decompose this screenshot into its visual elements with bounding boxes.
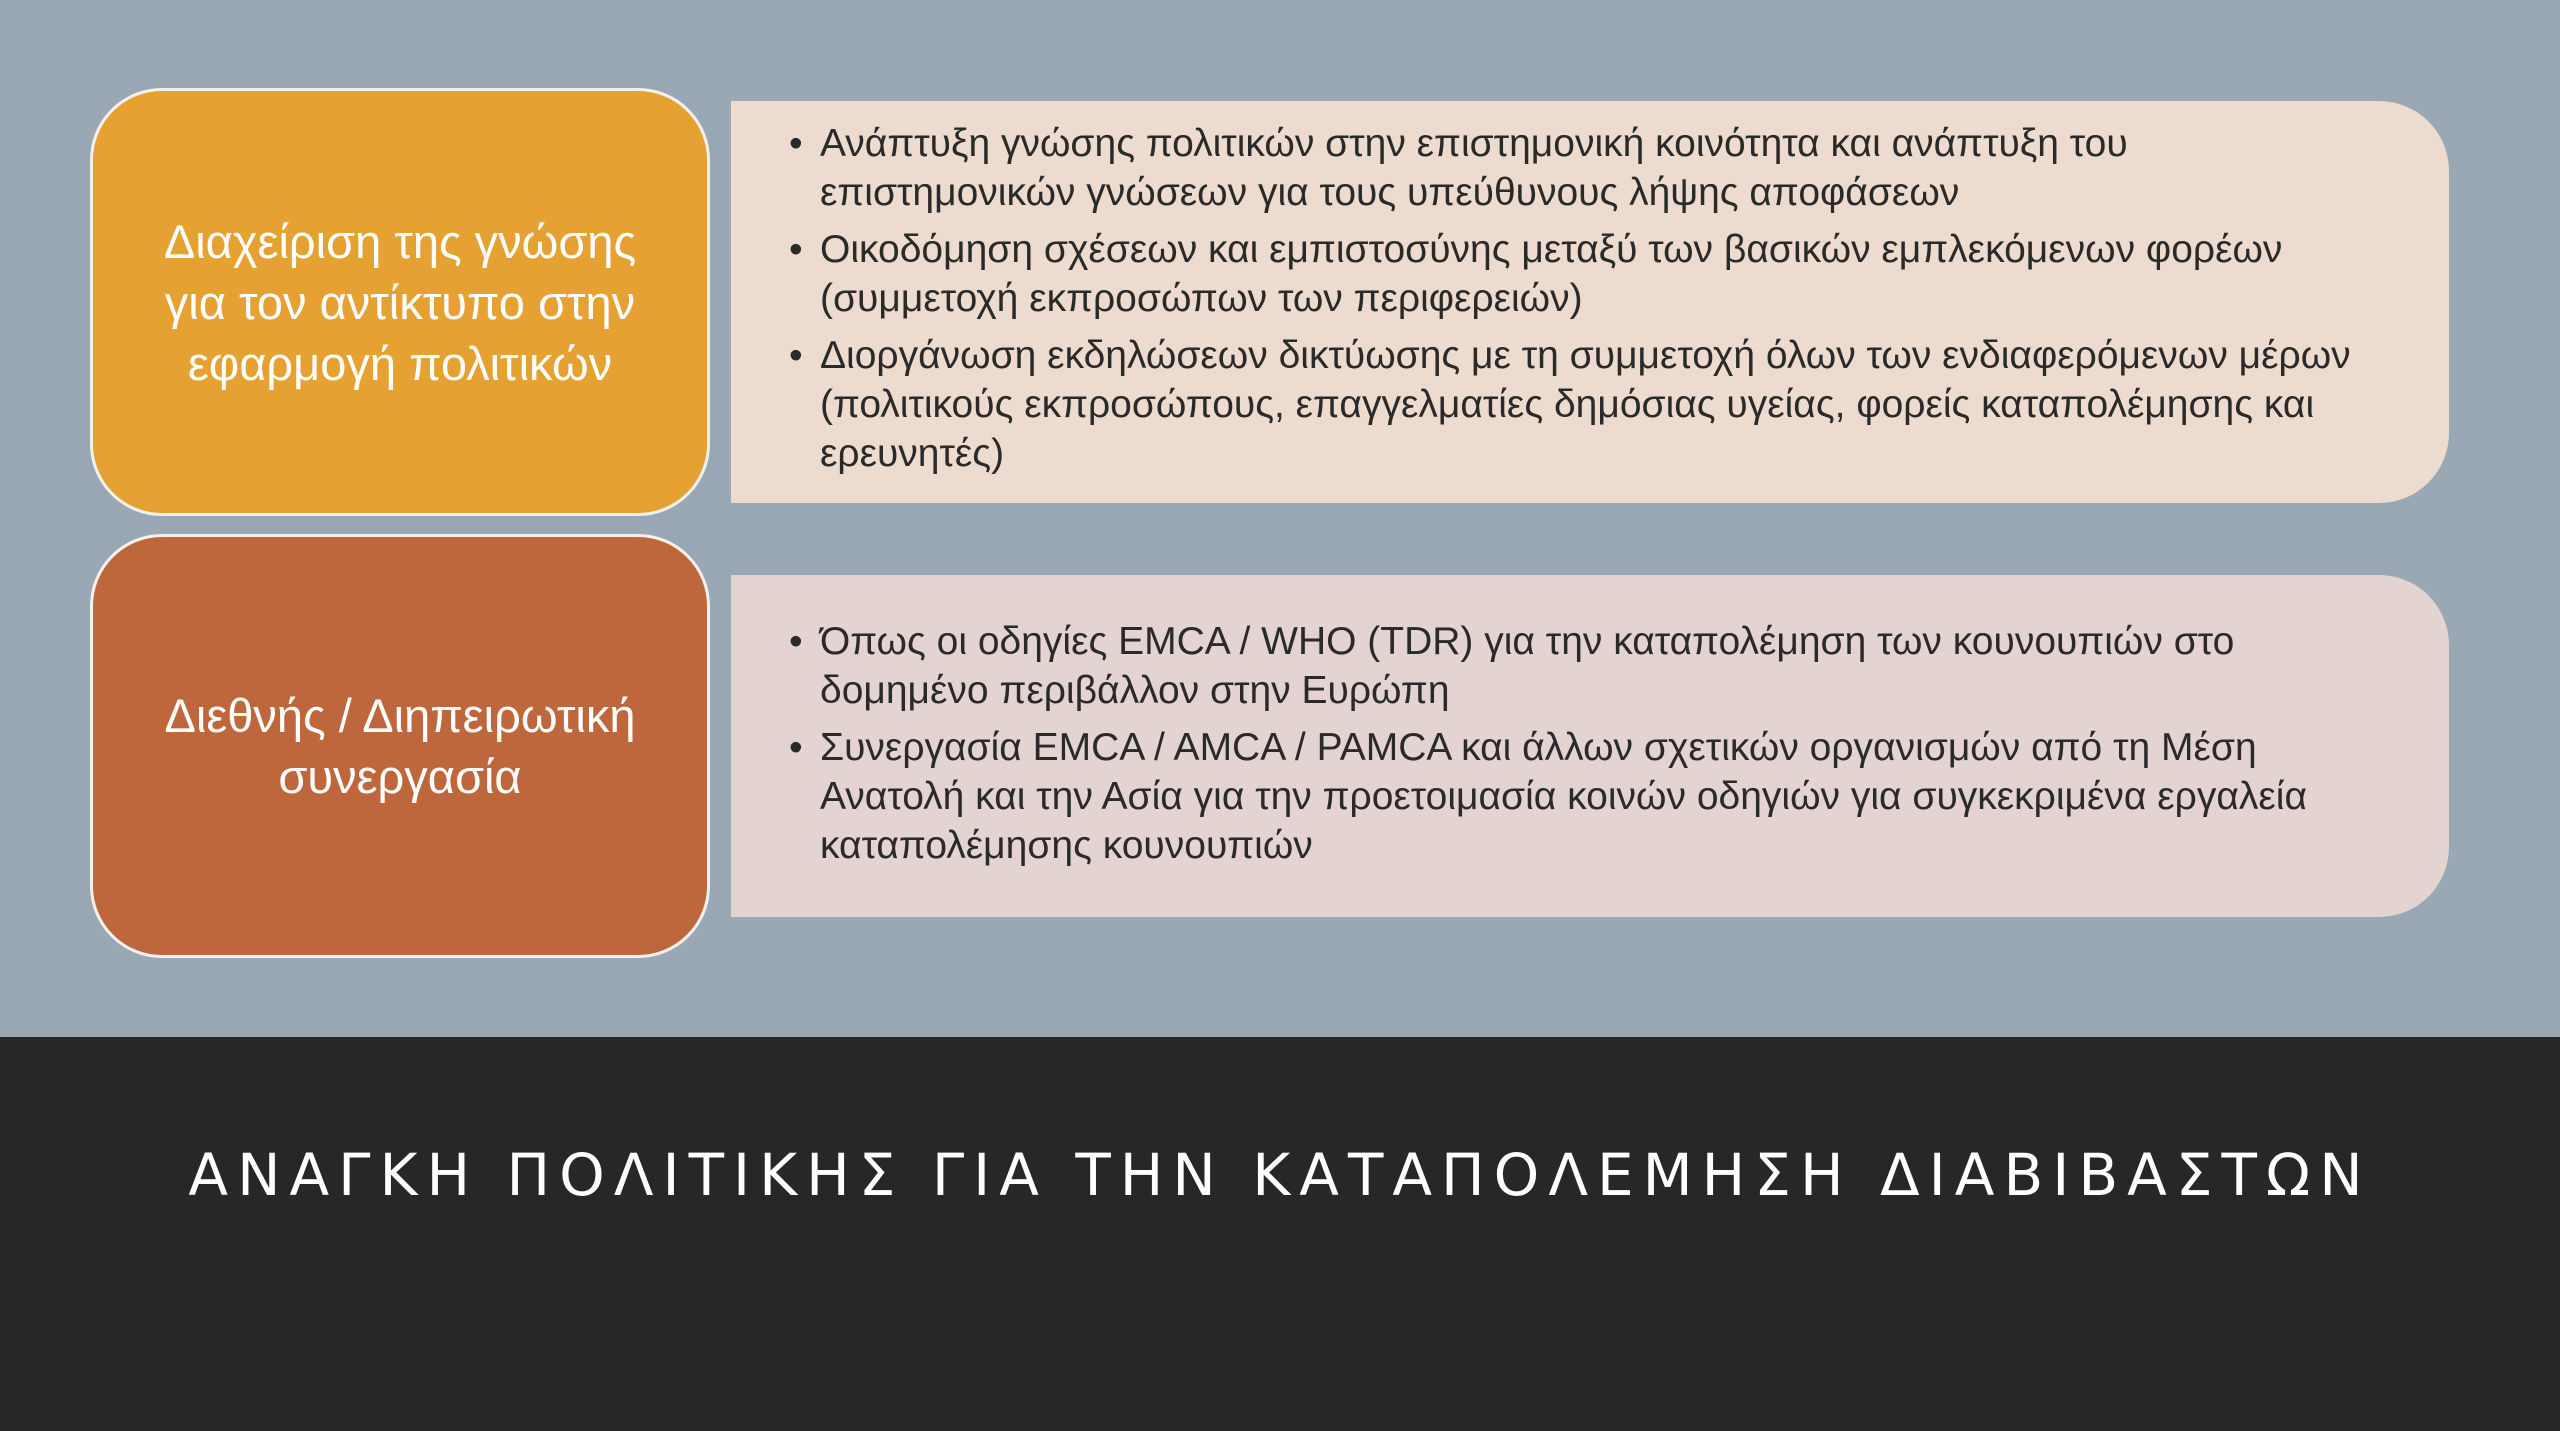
bullet-text: Οικοδόμηση σχέσεων και εμπιστοσύνης μεταξύ των βασικών εμπλεκόμενων φορέων (συμμετοχή εκπροσώπων των περιφερειών) <box>820 228 2283 320</box>
bullet-icon: • <box>789 726 803 769</box>
label-international-cooperation: Διεθνής / Διηπειρωτική συνεργασία <box>164 689 636 803</box>
bullet-icon: • <box>789 620 803 663</box>
content-box-international-cooperation <box>731 575 2449 917</box>
list-item <box>789 119 2389 217</box>
bullet-text: Συνεργασία EMCA / AMCA / PAMCA και άλλων σχετικών οργανισμών από τη Μέση Ανατολή και την Ασία για την προετοιμασία κοινών οδηγιών για συγκεκριμένα εργαλεία καταπολέμησης κουνουπιών <box>820 726 2307 867</box>
bullet-list <box>789 119 2389 478</box>
bullet-icon: • <box>789 228 803 271</box>
label-knowledge-management: Διαχείριση της γνώσης για τον αντίκτυπο στην εφαρμογή πολιτικών <box>163 214 637 390</box>
bullet-text: Ανάπτυξη γνώσης πολιτικών στην επιστημονική κοινότητα και ανάπτυξη του επιστημονικών γνώσεων για τους υπεύθυνους λήψης αποφάσεων <box>820 122 2128 214</box>
bullet-text: Όπως οι οδηγίες EMCA / WHO (TDR) για την καταπολέμηση των κουνουπιών στο δομημένο περιβάλλον στην Ευρώπη <box>820 620 2235 712</box>
label-box-international-cooperation <box>90 534 710 958</box>
bullet-list <box>789 617 2389 870</box>
content-box-knowledge-management <box>731 101 2449 503</box>
bullet-text: Διοργάνωση εκδηλώσεων δικτύωσης με τη συμμετοχή όλων των ενδιαφερόμενων μέρων (πολιτικούς εκπροσώπους, επαγγελματίες δημόσιας υγείας, φορείς καταπολέμησης και ερευνητές) <box>820 334 2351 475</box>
slide-title: ΑΝΑΓΚΗ ΠΟΛΙΤΙΚΗΣ ΓΙΑ ΤΗΝ ΚΑΤΑΠΟΛΕΜΗΣΗ ΔΙΑΒΙΒΑΣΤΩΝ <box>188 1141 2372 1209</box>
list-item <box>789 723 2389 870</box>
bullet-icon: • <box>789 334 803 377</box>
list-item <box>789 617 2389 715</box>
label-box-knowledge-management <box>90 88 710 516</box>
bullet-icon: • <box>789 122 803 165</box>
title-band <box>0 1037 2560 1431</box>
list-item <box>789 225 2389 323</box>
list-item <box>789 331 2389 478</box>
